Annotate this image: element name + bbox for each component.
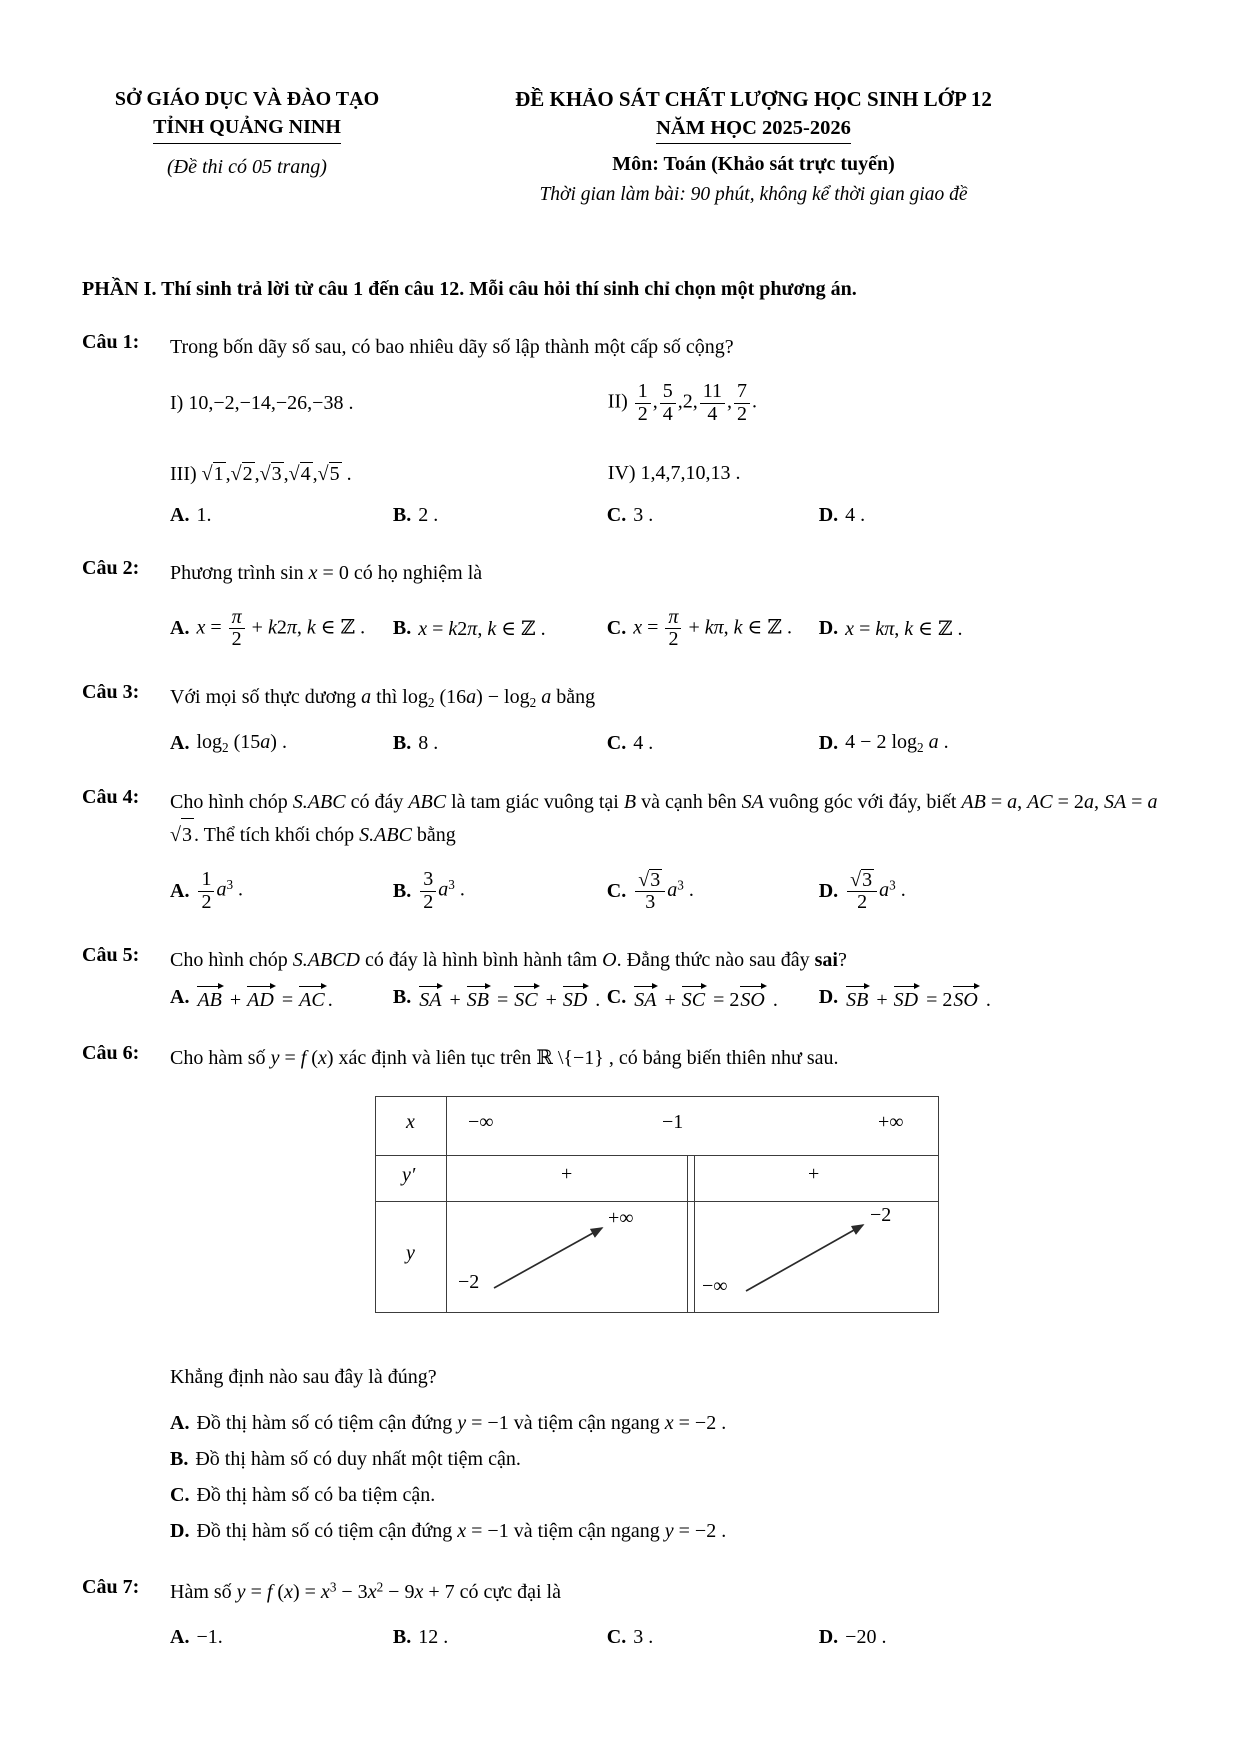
q4-option-a — [170, 869, 393, 913]
sequence-ii: II) $\frac{1}{2}$ , $\frac{5}{4}$ ,2, $\frac{11}{4}$ , $\frac{7}{2}$ . — [607, 380, 758, 425]
question-2-label: Câu 2: — [82, 556, 140, 579]
q5-option-c — [607, 984, 819, 1012]
option-text: 2 . — [418, 503, 439, 526]
option-key: B. — [392, 731, 412, 754]
q3-option-b — [393, 732, 607, 755]
exam-title: ĐỀ KHẢO SÁT CHẤT LƯỢNG HỌC SINH LỚP 12 — [515, 87, 992, 111]
option-text: 12 . — [418, 1625, 449, 1648]
question-7-label: Câu 7: — [82, 1575, 140, 1598]
q1-option-a — [170, 504, 393, 527]
yprime-sign-left: + — [561, 1162, 573, 1185]
option-text: 3 . — [633, 1625, 654, 1648]
option-key: A. — [170, 1411, 190, 1434]
school-year: NĂM HỌC 2025-2026 — [656, 117, 851, 144]
option-text: x = kπ, k ∈ ℤ . — [845, 618, 963, 641]
yprime-sign-right: + — [808, 1162, 820, 1185]
option-text: −20 . — [845, 1625, 887, 1648]
question-3-body — [170, 681, 1165, 756]
option-text: $\frac{√3}{3}$ $a^3$ . — [633, 869, 694, 914]
question-4-text: Cho hình chóp S.ABC có đáy ABC là tam giác vuông tại B và cạnh bên SA vuông góc với đáy, biết AB = a, AC = 2a, SA = a√3 . Thể tích khối chóp S.ABC bằng — [170, 786, 1165, 851]
option-key: A. — [170, 986, 190, 1009]
q2-option-b — [393, 616, 607, 641]
question-7-body — [170, 1576, 1165, 1649]
option-key: B. — [392, 617, 412, 640]
question-2-text: Phương trình sin x = 0 có họ nghiệm là — [170, 561, 483, 584]
q7-option-a — [170, 1626, 393, 1649]
increase-arrow-right — [746, 1225, 863, 1291]
q4-option-d — [819, 869, 1165, 914]
q3-option-a — [170, 731, 393, 756]
department-name: SỞ GIÁO DỤC VÀ ĐÀO TẠO — [114, 88, 380, 110]
option-key: B. — [170, 1447, 189, 1470]
option-text: 8 . — [418, 731, 439, 754]
x-minus-one: −1 — [662, 1110, 684, 1133]
question-2-body — [170, 557, 1165, 651]
question-4-options — [170, 869, 1165, 914]
option-text: AB + AD = AC . — [196, 984, 332, 1012]
q6-option-a — [170, 1409, 1165, 1438]
sequence-iii: III) √1 ,√2 ,√3 ,√4 ,√5 . — [170, 462, 352, 485]
q6-option-b — [170, 1445, 1165, 1474]
option-text: 3 . — [633, 503, 654, 526]
y-limit-minus-infinity: −∞ — [702, 1274, 728, 1297]
option-text: Đồ thị hàm số có duy nhất một tiệm cận. — [195, 1447, 521, 1470]
question-7-options — [170, 1626, 1165, 1649]
question-6-body — [170, 1042, 1165, 1546]
q3-option-d — [819, 731, 1165, 756]
option-text: $\frac{3}{2}$ $a^3$ . — [418, 869, 465, 913]
q4-option-b — [393, 869, 607, 913]
y-limit-plus-infinity: +∞ — [608, 1206, 634, 1229]
q1-option-b — [393, 504, 607, 527]
option-text: x = k2π, k ∈ ℤ . — [418, 618, 546, 641]
q3-option-c — [607, 732, 819, 755]
page-count-note: (Đề thi có 05 trang) — [167, 156, 327, 178]
option-key: C. — [606, 617, 627, 640]
question-6-label: Câu 6: — [82, 1041, 140, 1064]
row-y-label: y — [406, 1241, 415, 1264]
option-key: D. — [818, 731, 839, 754]
option-key: C. — [170, 1483, 190, 1506]
option-text: 1. — [196, 503, 212, 526]
q1-option-d — [819, 504, 1165, 527]
option-text: $\log_2 (15a)$ . — [196, 730, 287, 755]
q2-option-c — [607, 607, 819, 651]
question-5-options — [170, 984, 1165, 1012]
option-key: A. — [170, 503, 190, 526]
q2-option-a — [170, 607, 393, 651]
question-5-body — [170, 944, 1165, 1012]
option-key: C. — [606, 503, 627, 526]
option-text: SA + SC = 2SO . — [633, 984, 778, 1012]
subject-line: Môn: Toán (Khảo sát trực tuyến) — [612, 153, 895, 176]
question-6 — [82, 1042, 1165, 1546]
option-text: Đồ thị hàm số có ba tiệm cận. — [196, 1483, 436, 1506]
option-key: D. — [170, 1519, 190, 1542]
option-key: D. — [818, 879, 839, 902]
increase-arrow-left — [494, 1228, 602, 1288]
x-minus-infinity: −∞ — [468, 1110, 494, 1133]
q2-option-d — [819, 616, 1165, 641]
question-7 — [82, 1576, 1165, 1649]
question-2-options — [170, 607, 1165, 651]
question-4-label: Câu 4: — [82, 785, 140, 808]
row-yprime-label: y′ — [402, 1163, 416, 1186]
option-text: 4 . — [633, 731, 654, 754]
question-3-label: Câu 3: — [82, 680, 140, 703]
question-1-text: Trong bốn dãy số sau, có bao nhiêu dãy số lập thành một cấp số cộng? — [170, 336, 734, 359]
q7-option-d — [819, 1626, 1165, 1649]
question-5-text: Cho hình chóp S.ABCD có đáy là hình bình hành tâm O. Đẳng thức nào sau đây sai? — [170, 948, 847, 971]
exam-header — [82, 85, 1165, 206]
q6-option-d — [170, 1517, 1165, 1546]
header-left — [82, 85, 412, 179]
option-key: B. — [392, 986, 412, 1009]
header-right — [412, 85, 1165, 206]
question-2 — [82, 557, 1165, 651]
option-key: D. — [818, 503, 839, 526]
option-text: $\frac{√3}{2}$ $a^3$ . — [845, 869, 906, 914]
question-1-options — [170, 504, 1165, 527]
option-text: Đồ thị hàm số có tiệm cận đứng y = −1 và tiệm cận ngang x = −2 . — [196, 1411, 727, 1434]
option-text: SB + SD = 2SO . — [845, 984, 991, 1012]
option-key: D. — [818, 617, 839, 640]
question-5-label: Câu 5: — [82, 943, 140, 966]
option-text: 4 − 2 $\log_2 a$ . — [845, 730, 949, 755]
option-key: C. — [606, 986, 627, 1009]
option-text: −1. — [196, 1625, 223, 1648]
question-5 — [82, 944, 1165, 1012]
sequence-iv: IV) 1,4,7,10,13 . — [607, 462, 741, 485]
option-key: D. — [818, 1625, 839, 1648]
question-7-text: Hàm số y = f $(x) = x^3 - 3x^2 - 9x + 7$ có cực đại là — [170, 1579, 561, 1603]
question-3-text: Với mọi số thực dương a thì $\log_2 (16a) - \log_2 a$ bằng — [170, 685, 596, 710]
y-end-minus-two: −2 — [870, 1203, 892, 1226]
option-key: A. — [170, 879, 190, 902]
question-6-options — [170, 1409, 1165, 1546]
option-key: C. — [606, 879, 627, 902]
q6-option-c — [170, 1481, 1165, 1510]
row-x-label: x — [406, 1110, 415, 1133]
q1-option-c — [607, 504, 819, 527]
question-1-sequences — [170, 381, 1165, 485]
question-4-body — [170, 786, 1165, 914]
question-1-label: Câu 1: — [82, 331, 140, 354]
question-6-text: Cho hàm số y = f (x) xác định và liên tục trên ℝ \{−1} , có bảng biến thiên như sau. — [170, 1046, 839, 1069]
option-text: Đồ thị hàm số có tiệm cận đứng x = −1 và tiệm cận ngang y = −2 . — [196, 1519, 727, 1542]
q5-option-b — [393, 984, 607, 1012]
q5-option-a — [170, 984, 393, 1012]
x-plus-infinity: +∞ — [878, 1110, 904, 1133]
option-text: $\frac{1}{2}$ $a^3$ . — [196, 869, 243, 913]
question-1 — [82, 331, 1165, 526]
option-text: x = $\frac{\pi}{2}$ + k2π, k ∈ ℤ . — [196, 605, 366, 651]
question-3 — [82, 681, 1165, 756]
option-key: C. — [606, 1625, 627, 1648]
y-start-minus-two: −2 — [458, 1270, 480, 1293]
option-key: B. — [392, 1625, 412, 1648]
province-name: TỈNH QUẢNG NINH — [153, 114, 341, 144]
option-text: 4 . — [845, 503, 866, 526]
option-text: SA + SB = SC + SD . — [418, 984, 600, 1012]
option-key: B. — [392, 503, 412, 526]
option-text: x = $\frac{\pi}{2}$ + kπ, k ∈ ℤ . — [633, 605, 792, 651]
option-key: C. — [606, 731, 627, 754]
option-key: A. — [170, 731, 190, 754]
question-3-options — [170, 731, 1165, 756]
q7-option-b — [393, 1626, 607, 1649]
duration-line: Thời gian làm bài: 90 phút, không kể thời gian giao đề — [539, 184, 968, 206]
question-1-body — [170, 331, 1165, 526]
q7-option-c — [607, 1626, 819, 1649]
part1-heading: PHẦN I. Thí sinh trả lời từ câu 1 đến câu 12. Mỗi câu hỏi thí sinh chỉ chọn một phương án. — [82, 278, 857, 301]
question-6-ask: Khẳng định nào sau đây là đúng? — [170, 1365, 437, 1388]
q4-option-c — [607, 869, 819, 914]
variation-table — [375, 1096, 939, 1313]
bbt-arrows — [376, 1097, 938, 1312]
question-4 — [82, 786, 1165, 914]
option-key: D. — [818, 986, 839, 1009]
option-key: B. — [392, 879, 412, 902]
sequence-i: I) 10,−2,−14,−26,−38 . — [170, 391, 354, 414]
q5-option-d — [819, 984, 1165, 1012]
option-key: A. — [170, 617, 190, 640]
option-key: A. — [170, 1625, 190, 1648]
